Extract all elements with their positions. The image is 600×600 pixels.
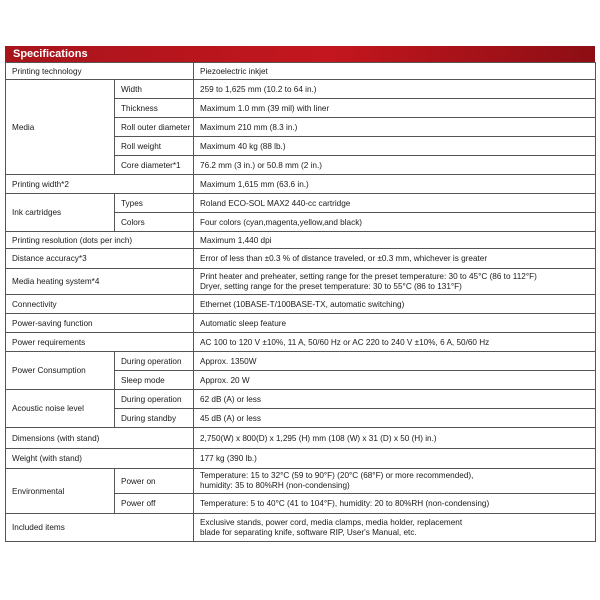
group-label-ink: Ink cartridges bbox=[6, 194, 115, 232]
row-value: Error of less than ±0.3 % of distance traveled, or ±0.3 mm, whichever is greater bbox=[194, 249, 596, 269]
table-row bbox=[6, 390, 596, 409]
row-value: 45 dB (A) or less bbox=[194, 409, 596, 428]
row-label: Power-saving function bbox=[6, 314, 194, 333]
row-value: Maximum 1,440 dpi bbox=[194, 232, 596, 249]
value-line: humidity: 35 to 80%RH (non-condensing) bbox=[200, 481, 350, 490]
table-row bbox=[6, 449, 596, 469]
sub-label: Roll weight bbox=[115, 137, 194, 156]
row-value: Four colors (cyan,magenta,yellow,and black) bbox=[194, 213, 596, 232]
table-row bbox=[6, 175, 596, 194]
row-label: Distance accuracy*3 bbox=[6, 249, 194, 269]
spec-table bbox=[5, 62, 596, 542]
row-value: Maximum 40 kg (88 lb.) bbox=[194, 137, 596, 156]
value-line: Print heater and preheater, setting range for the preset temperature: 30 to 45°C (86 to 112°F) bbox=[200, 271, 537, 281]
value-line: Temperature: 15 to 32°C (59 to 90°F) (20°C (68°F) or more recommended), bbox=[200, 471, 474, 480]
row-label: Media heating system*4 bbox=[6, 269, 194, 295]
row-label: Weight (with stand) bbox=[6, 449, 194, 469]
table-row bbox=[6, 80, 596, 99]
table-row bbox=[6, 469, 596, 494]
row-value: 2,750(W) x 800(D) x 1,295 (H) mm (108 (W) x 31 (D) x 50 (H) in.) bbox=[194, 428, 596, 449]
table-row bbox=[6, 295, 596, 314]
value-line: Dryer, setting range for the preset temperature: 30 to 55°C (86 to 131°F) bbox=[200, 281, 462, 291]
spec-sheet bbox=[5, 46, 595, 542]
row-value: Piezoelectric inkjet bbox=[194, 63, 596, 80]
table-row bbox=[6, 314, 596, 333]
value-line: Exclusive stands, power cord, media clamps, media holder, replacement bbox=[200, 517, 463, 527]
value-line: blade for separating knife, software RIP, User's Manual, etc. bbox=[200, 527, 417, 537]
sub-label: During operation bbox=[115, 352, 194, 371]
row-label: Printing width*2 bbox=[6, 175, 194, 194]
row-value: Roland ECO-SOL MAX2 440-cc cartridge bbox=[194, 194, 596, 213]
sub-label: Colors bbox=[115, 213, 194, 232]
group-label-power-consumption: Power Consumption bbox=[6, 352, 115, 390]
row-value: Approx. 20 W bbox=[194, 371, 596, 390]
row-value: Temperature: 5 to 40°C (41 to 104°F), humidity: 20 to 80%RH (non-condensing) bbox=[194, 494, 596, 514]
row-value bbox=[194, 469, 596, 494]
table-row bbox=[6, 269, 596, 295]
row-value: 177 kg (390 lb.) bbox=[194, 449, 596, 469]
sub-label: Power off bbox=[115, 494, 194, 514]
table-row bbox=[6, 428, 596, 449]
row-value bbox=[194, 269, 596, 295]
row-value: Automatic sleep feature bbox=[194, 314, 596, 333]
row-value: Maximum 210 mm (8.3 in.) bbox=[194, 118, 596, 137]
row-value: Approx. 1350W bbox=[194, 352, 596, 371]
group-label-media: Media bbox=[6, 80, 115, 175]
row-value: Ethernet (10BASE-T/100BASE-TX, automatic switching) bbox=[194, 295, 596, 314]
row-label: Printing technology bbox=[6, 63, 194, 80]
table-row bbox=[6, 333, 596, 352]
row-label: Connectivity bbox=[6, 295, 194, 314]
row-label: Power requirements bbox=[6, 333, 194, 352]
row-label: Printing resolution (dots per inch) bbox=[6, 232, 194, 249]
sub-label: Types bbox=[115, 194, 194, 213]
row-value: 62 dB (A) or less bbox=[194, 390, 596, 409]
sub-label: Core diameter*1 bbox=[115, 156, 194, 175]
table-row bbox=[6, 194, 596, 213]
sub-label: During operation bbox=[115, 390, 194, 409]
group-label-acoustic: Acoustic noise level bbox=[6, 390, 115, 428]
sub-label: During standby bbox=[115, 409, 194, 428]
row-value: Maximum 1.0 mm (39 mil) with liner bbox=[194, 99, 596, 118]
table-row bbox=[6, 63, 596, 80]
row-value: Maximum 1,615 mm (63.6 in.) bbox=[194, 175, 596, 194]
row-label: Dimensions (with stand) bbox=[6, 428, 194, 449]
sub-label: Power on bbox=[115, 469, 194, 494]
table-row bbox=[6, 352, 596, 371]
row-value: 76.2 mm (3 in.) or 50.8 mm (2 in.) bbox=[194, 156, 596, 175]
sub-label: Sleep mode bbox=[115, 371, 194, 390]
row-value: AC 100 to 120 V ±10%, 11 A, 50/60 Hz or AC 220 to 240 V ±10%, 6 A, 50/60 Hz bbox=[194, 333, 596, 352]
sub-label: Roll outer diameter bbox=[115, 118, 194, 137]
row-label: Included items bbox=[6, 514, 194, 542]
table-row bbox=[6, 232, 596, 249]
specifications-title: Specifications bbox=[5, 46, 595, 62]
row-value bbox=[194, 514, 596, 542]
table-row bbox=[6, 249, 596, 269]
sub-label: Width bbox=[115, 80, 194, 99]
table-row bbox=[6, 514, 596, 542]
sub-label: Thickness bbox=[115, 99, 194, 118]
group-label-environmental: Environmental bbox=[6, 469, 115, 514]
row-value: 259 to 1,625 mm (10.2 to 64 in.) bbox=[194, 80, 596, 99]
